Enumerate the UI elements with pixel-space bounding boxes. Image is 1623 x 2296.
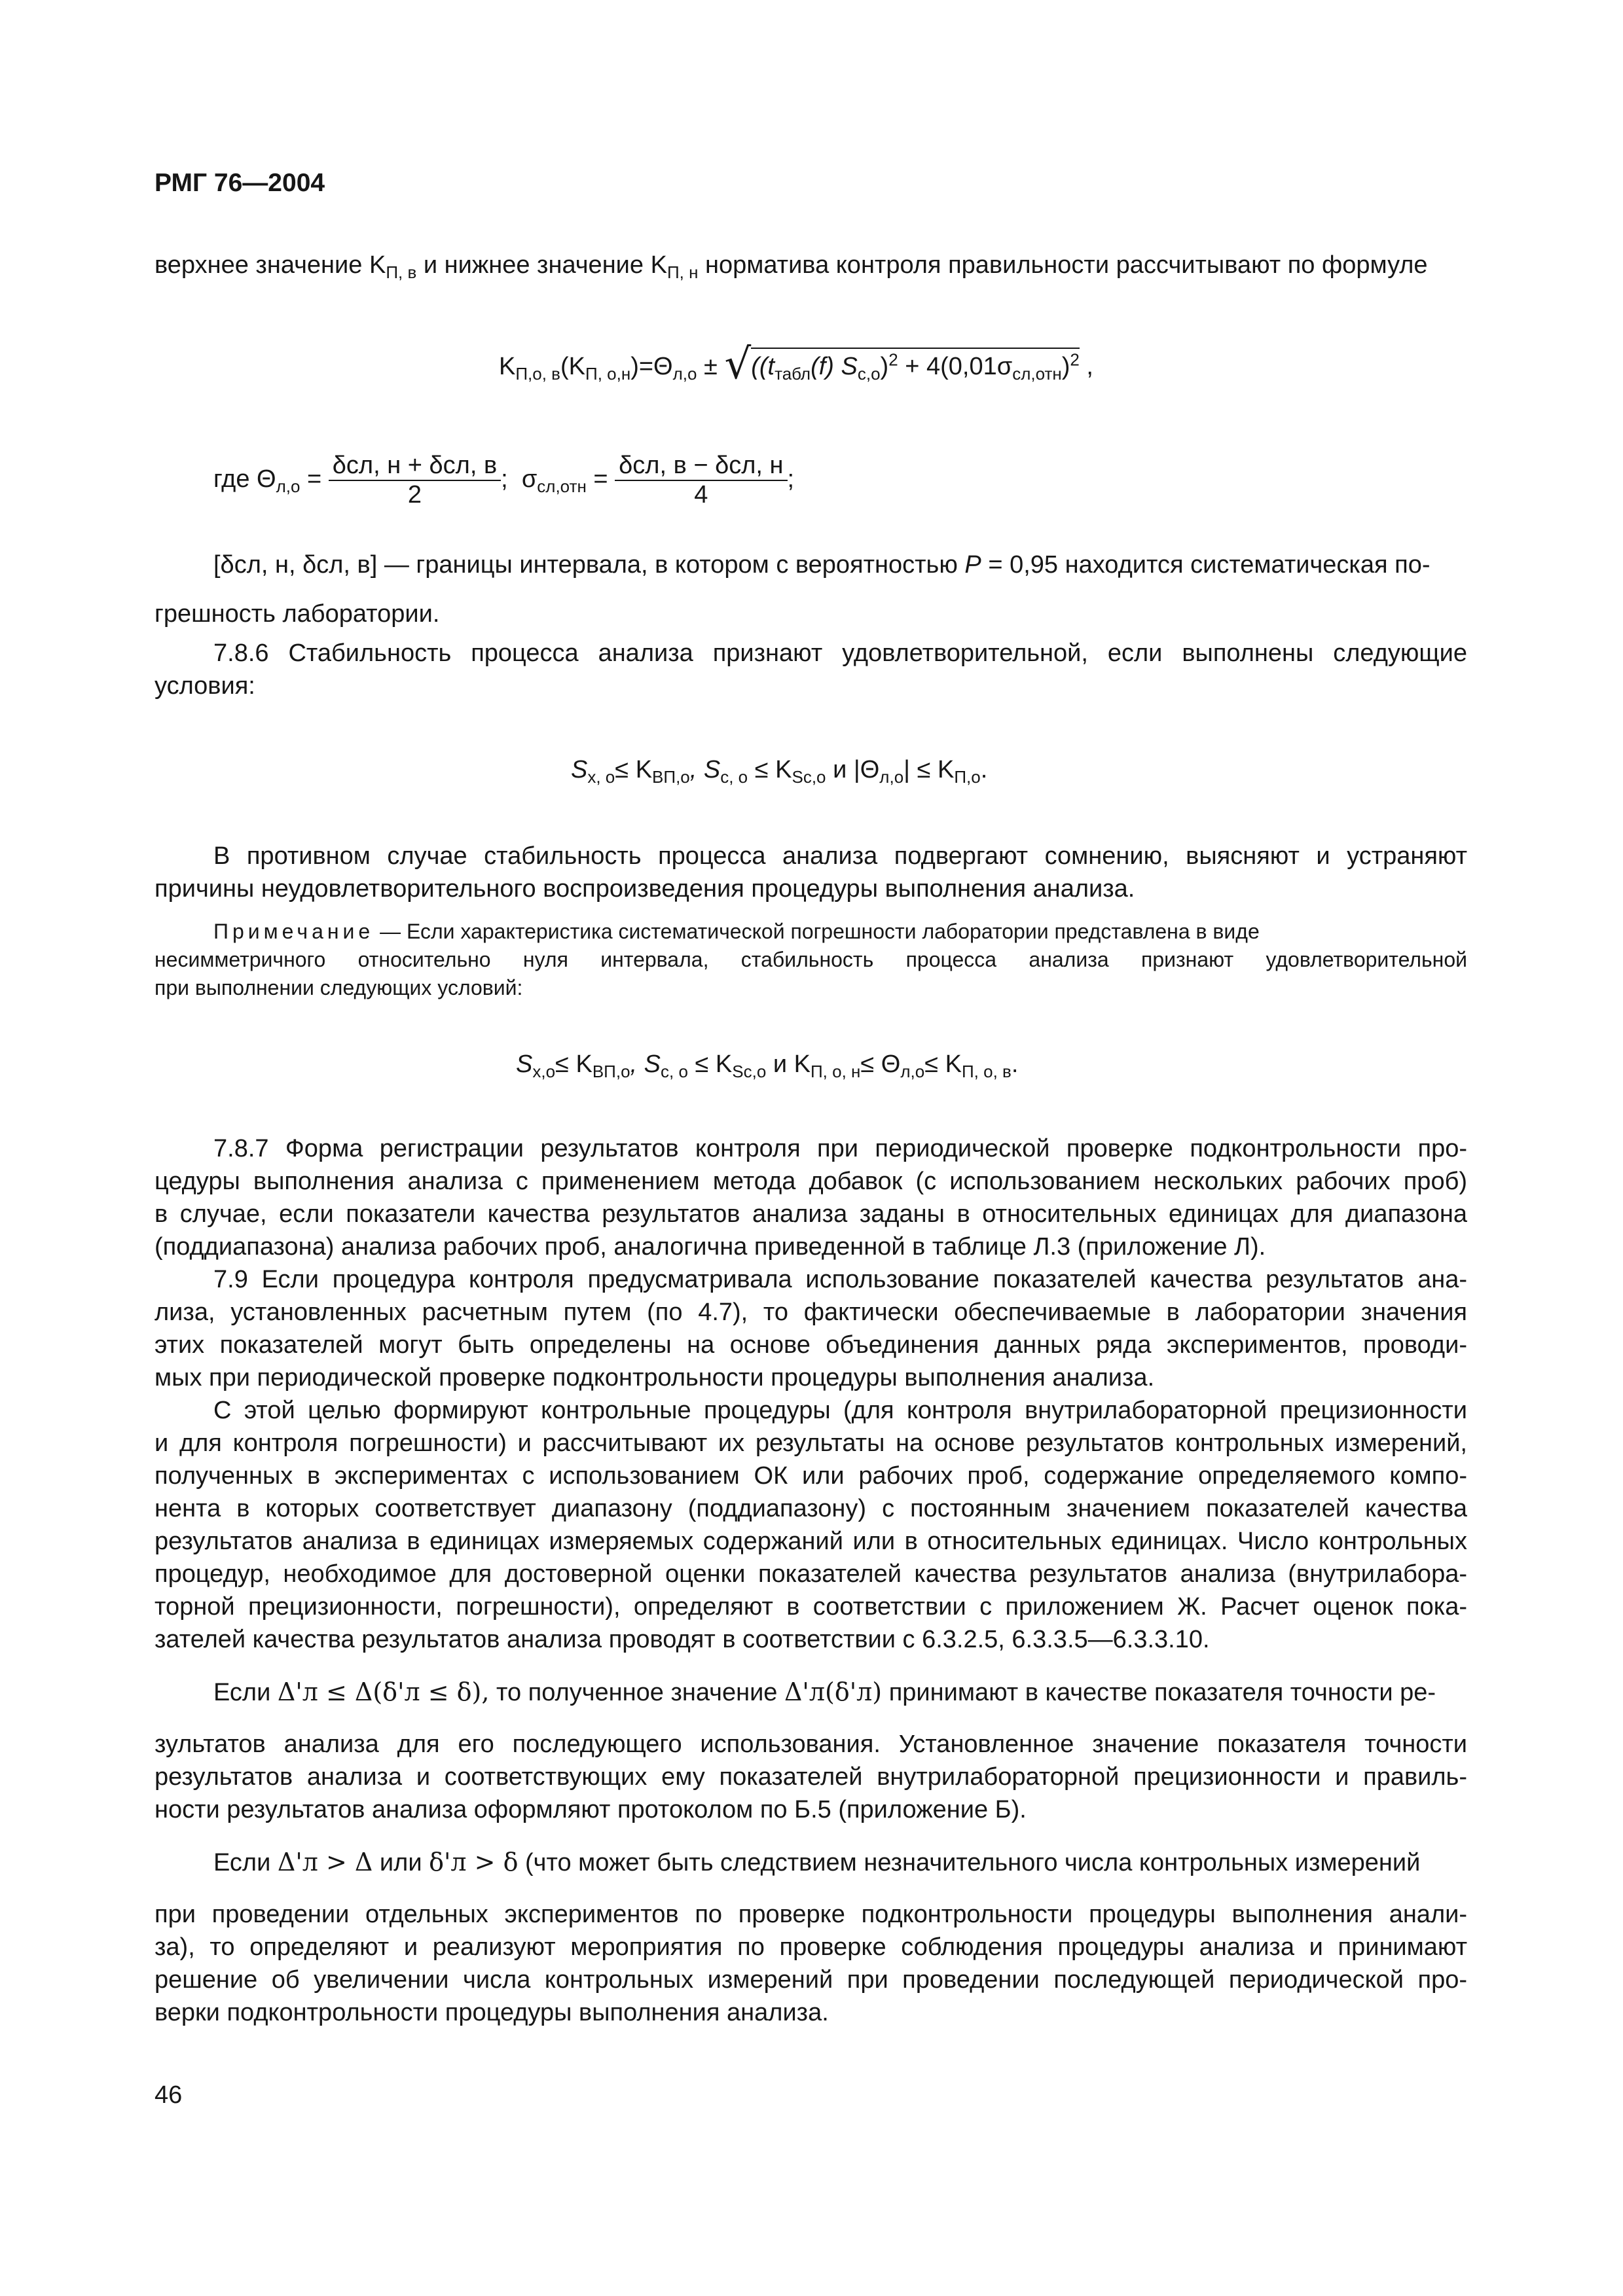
para-79-line2: лиза, установленных расчетным путем (по 4.7), то фактически обеспечиваемые в лаборатории значения [155, 1299, 1467, 1326]
para-purpose-line1: С этой целью формируют контрольные процедуры (для контроля внутрилабораторной прецизионности [213, 1397, 1467, 1424]
para-787-line2: цедуры выполнения анализа с применением метода добавок (с использованием нескольких рабочих проб) [155, 1168, 1467, 1195]
para-787-line3: в случае, если показатели качества результатов анализа заданы в относительных единицах для диапазона [155, 1200, 1467, 1228]
para-787-line4: (поддиапазона) анализа рабочих проб, аналогична приведенной в таблице Л.3 (приложение Л). [155, 1233, 1266, 1261]
para-if2-line5: верки подконтрольности процедуры выполнения анализа. [155, 1999, 829, 2026]
para-purpose-line5: результатов анализа в единицах измеряемых содержаний или в относительных единицах. Число контрольных [155, 1528, 1467, 1555]
para-79-line1: 7.9 Если процедура контроля предусматривала использование показателей качества результатов ана- [213, 1266, 1467, 1293]
page-number: 46 [155, 2081, 183, 2109]
standard-header: РМГ 76—2004 [155, 169, 325, 197]
para-otherwise-line1: В противном случае стабильность процесса анализа подвергают сомнению, выясняют и устраняют [213, 842, 1467, 870]
where-definitions: где $\Theta_{л,о}$ = $\frac{\text{δсл, н + δсл, в}}{2}$ ; $\sigma_{сл,отн}$ = $\frac{\text{δсл, в − δсл, н}}{4}$ ; [213, 452, 795, 509]
para-if-line4: ности результатов анализа оформляют протоколом по Б.5 (приложение Б). [155, 1796, 1027, 1823]
para-if-line1: Если Δ'л ≤ Δ(δ'л ≤ δ), то полученное значение Δ'л(δ'л) принимают в качестве показателя точности ре- [213, 1677, 1436, 1706]
para-if2-line2: при проведении отдельных экспериментов по проверке подконтрольности процедуры выполнения анали- [155, 1901, 1467, 1928]
interval-line: [δсл, н, δсл, в] — границы интервала, в котором с вероятностью P = 0,95 находится систематическая по- [213, 551, 1431, 579]
intro-line: верхнее значение $K_{П, в}$ и нижнее значение $K_{П, н}$ норматива контроля правильности рассчитывают по формуле [155, 251, 1428, 282]
para-786-line1: 7.8.6 Стабильность процесса анализа признают удовлетворительной, если выполнены следующие [213, 639, 1467, 667]
note-line1: Примечание — Если характеристика систематической погрешности лаборатории представлена в виде [213, 920, 1260, 943]
para-purpose-line3: полученных в экспериментах с использованием ОК или рабочих проб, содержание определяемого компо- [155, 1462, 1467, 1490]
para-otherwise-line2: причины неудовлетворительного воспроизведения процедуры выполнения анализа. [155, 875, 1135, 903]
para-786-line2: условия: [155, 672, 255, 700]
para-purpose-line8: зателей качества результатов анализа проводят в соответствии с 6.3.2.5, 6.3.3.5—6.3.3.10. [155, 1626, 1210, 1653]
para-if2-line4: решение об увеличении числа контрольных измерений при проведении последующей периодической про- [155, 1966, 1467, 1994]
para-if2-line3: за), то определяют и реализуют мероприятия по проверке соблюдения процедуры анализа и принимают [155, 1933, 1467, 1961]
para-purpose-line4: нента в которых соответствует диапазону (поддиапазону) с постоянным значением показателей качества [155, 1495, 1467, 1522]
interval-line-cont: грешность лаборатории. [155, 600, 440, 628]
note-line2: несимметричного относительно нуля интервала, стабильность процесса анализа признают удовлетворительной [155, 948, 1467, 971]
para-79-line4: мых при периодической проверке подконтрольности процедуры выполнения анализа. [155, 1364, 1155, 1391]
note-line3: при выполнении следующих условий: [155, 976, 523, 999]
para-79-line3: этих показателей могут быть определены на основе объединения данных ряда экспериментов, проводи- [155, 1331, 1467, 1359]
formula-stability: $S_{x, о}\le K_{ВП,о}$, $S_{c, о} \le K_{Sc,о}$ и $|\Theta_{л,о}| \le K_{П,о}$. [571, 756, 988, 787]
formula-kp: $K_{П,о, в}(K_{П, о,н})=\Theta_{л,о} \pm √((t_{табл}(f) S_{c,o})^2 + 4(0,01\sigma_{сл,отн})^2$ , [499, 340, 1093, 389]
para-purpose-line7: торной прецизионности, погрешности), определяют в соответствии с приложением Ж. Расчет оценок пока- [155, 1593, 1467, 1621]
para-purpose-line2: и для контроля погрешности) и рассчитывают их результаты на основе результатов контрольных измерений, [155, 1429, 1467, 1457]
para-if2-line1: Если Δ'л > Δ или δ'л > δ (что может быть следствием незначительного числа контрольных измерений [213, 1848, 1421, 1876]
formula-asymmetric: $S_{x,о}\le K_{ВП,о}$, $S_{c, о} \le K_{Sc,о}$ и $K_{П, о, н}\le \Theta_{л,о}\le K_{П, о, в}$. [516, 1050, 1019, 1081]
para-purpose-line6: процедур, необходимое для достоверной оценки показателей качества результатов анализа (внутрилабора- [155, 1560, 1467, 1588]
para-if-line3: результатов анализа и соответствующих ему показателей внутрилабораторной прецизионности и правиль- [155, 1763, 1467, 1791]
para-787-line1: 7.8.7 Форма регистрации результатов контроля при периодической проверке подконтрольности про- [213, 1135, 1467, 1162]
para-if-line2: зультатов анализа для его последующего использования. Установленное значение показателя точности [155, 1731, 1467, 1758]
